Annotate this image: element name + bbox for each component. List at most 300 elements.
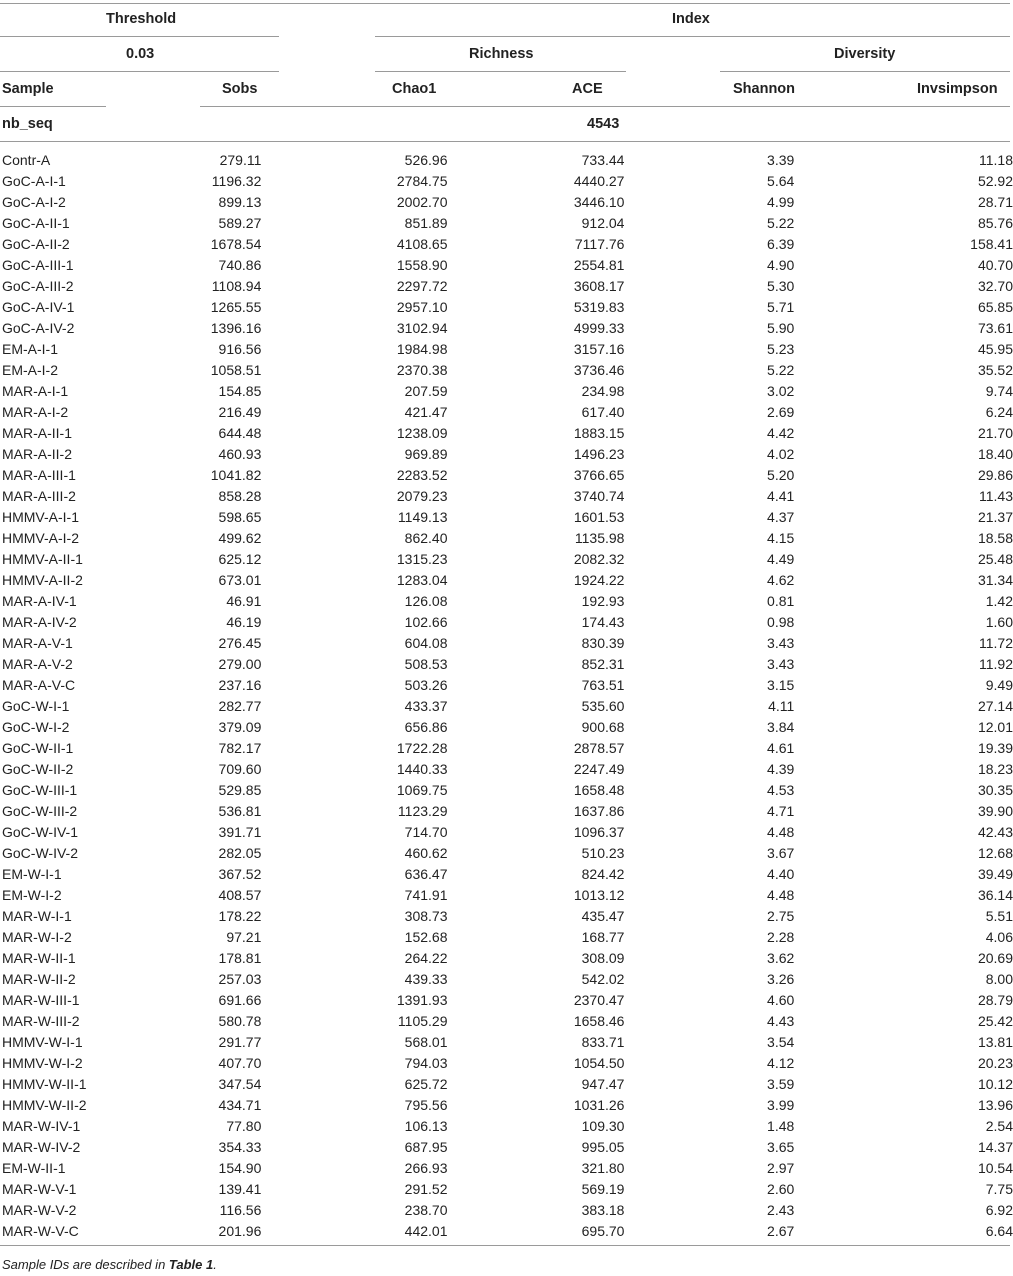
cell-sample: GoC-A-IV-1 bbox=[2, 299, 75, 315]
cell-invsimpson: 32.70 bbox=[977, 278, 1013, 294]
cell-invsimpson: 1.60 bbox=[985, 614, 1013, 630]
cell-shannon: 3.43 bbox=[767, 656, 795, 672]
cell-sample: MAR-W-V-2 bbox=[2, 1202, 77, 1218]
cell-shannon: 2.97 bbox=[767, 1160, 795, 1176]
cell-sobs: 916.56 bbox=[218, 341, 262, 357]
cell-sobs: 257.03 bbox=[218, 971, 262, 987]
cell-shannon: 0.98 bbox=[767, 614, 795, 630]
cell-shannon: 4.62 bbox=[767, 572, 795, 588]
cell-chao1: 1984.98 bbox=[396, 341, 448, 357]
cell-sample: GoC-W-II-1 bbox=[2, 740, 74, 756]
cell-sample: EM-A-I-2 bbox=[2, 362, 58, 378]
cell-ace: 852.31 bbox=[581, 656, 625, 672]
cell-sample: MAR-W-II-2 bbox=[2, 971, 76, 987]
cell-shannon: 2.28 bbox=[767, 929, 795, 945]
cell-sobs: 178.81 bbox=[218, 950, 262, 966]
cell-chao1: 851.89 bbox=[404, 215, 448, 231]
cell-sample: GoC-A-II-1 bbox=[2, 215, 70, 231]
table-row bbox=[0, 549, 1013, 570]
cell-sobs: 154.85 bbox=[218, 383, 262, 399]
cell-sobs: 434.71 bbox=[218, 1097, 262, 1113]
cell-shannon: 3.99 bbox=[767, 1097, 795, 1113]
cell-ace: 3608.17 bbox=[573, 278, 625, 294]
cell-ace: 542.02 bbox=[581, 971, 625, 987]
cell-chao1: 568.01 bbox=[404, 1034, 448, 1050]
cell-chao1: 126.08 bbox=[404, 593, 448, 609]
cell-sobs: 858.28 bbox=[218, 488, 262, 504]
cell-sobs: 46.19 bbox=[226, 614, 262, 630]
cell-shannon: 4.39 bbox=[767, 761, 795, 777]
table-row bbox=[0, 1074, 1013, 1095]
cell-sample: MAR-A-II-1 bbox=[2, 425, 72, 441]
cell-sobs: 408.57 bbox=[218, 887, 262, 903]
cell-chao1: 1722.28 bbox=[396, 740, 448, 756]
cell-invsimpson: 31.34 bbox=[977, 572, 1013, 588]
cell-sobs: 673.01 bbox=[218, 572, 262, 588]
cell-sobs: 580.78 bbox=[218, 1013, 262, 1029]
cell-sobs: 625.12 bbox=[218, 551, 262, 567]
cell-chao1: 308.73 bbox=[404, 908, 448, 924]
cell-sample: MAR-A-II-2 bbox=[2, 446, 72, 462]
cell-shannon: 4.53 bbox=[767, 782, 795, 798]
cell-shannon: 4.37 bbox=[767, 509, 795, 525]
cell-ace: 383.18 bbox=[581, 1202, 625, 1218]
column-header-sobs: Sobs bbox=[222, 81, 258, 97]
cell-sobs: 589.27 bbox=[218, 215, 262, 231]
cell-chao1: 106.13 bbox=[404, 1118, 448, 1134]
cell-ace: 569.19 bbox=[581, 1181, 625, 1197]
header-diversity: Diversity bbox=[834, 46, 896, 62]
cell-shannon: 4.42 bbox=[767, 425, 795, 441]
cell-shannon: 2.69 bbox=[767, 404, 795, 420]
cell-chao1: 656.86 bbox=[404, 719, 448, 735]
cell-ace: 192.93 bbox=[581, 593, 625, 609]
footnote-table-ref: Table 1 bbox=[168, 1257, 214, 1272]
cell-sobs: 407.70 bbox=[218, 1055, 262, 1071]
nb-seq-value: 4543 bbox=[587, 116, 620, 132]
cell-sample: GoC-A-I-2 bbox=[2, 194, 66, 210]
cell-invsimpson: 52.92 bbox=[977, 173, 1013, 189]
cell-shannon: 4.71 bbox=[767, 803, 795, 819]
cell-sobs: 237.16 bbox=[218, 677, 262, 693]
cell-sample: HMMV-W-I-1 bbox=[2, 1034, 83, 1050]
table-row bbox=[0, 423, 1013, 444]
table-row bbox=[0, 948, 1013, 969]
cell-shannon: 3.39 bbox=[767, 152, 795, 168]
cell-invsimpson: 21.37 bbox=[977, 509, 1013, 525]
cell-sample: MAR-A-III-2 bbox=[2, 488, 76, 504]
table-row bbox=[0, 822, 1013, 843]
cell-invsimpson: 1.42 bbox=[985, 593, 1013, 609]
cell-ace: 174.43 bbox=[581, 614, 625, 630]
header-threshold: Threshold bbox=[106, 11, 177, 27]
cell-ace: 5319.83 bbox=[573, 299, 625, 315]
cell-invsimpson: 9.49 bbox=[985, 677, 1013, 693]
cell-ace: 2878.57 bbox=[573, 740, 625, 756]
table-row bbox=[0, 297, 1013, 318]
cell-ace: 1031.26 bbox=[573, 1097, 625, 1113]
cell-invsimpson: 7.75 bbox=[985, 1181, 1013, 1197]
cell-sample: Contr-A bbox=[2, 152, 51, 168]
cell-chao1: 1391.93 bbox=[396, 992, 448, 1008]
cell-invsimpson: 29.86 bbox=[977, 467, 1013, 483]
cell-invsimpson: 45.95 bbox=[977, 341, 1013, 357]
cell-sobs: 709.60 bbox=[218, 761, 262, 777]
table-row bbox=[0, 717, 1013, 738]
cell-invsimpson: 30.35 bbox=[977, 782, 1013, 798]
cell-ace: 168.77 bbox=[581, 929, 625, 945]
table-row bbox=[0, 192, 1013, 213]
cell-shannon: 3.54 bbox=[767, 1034, 795, 1050]
cell-sobs: 201.96 bbox=[218, 1223, 262, 1239]
cell-sample: HMMV-W-II-2 bbox=[2, 1097, 87, 1113]
cell-sobs: 644.48 bbox=[218, 425, 262, 441]
cell-sample: EM-W-I-2 bbox=[2, 887, 62, 903]
cell-sobs: 529.85 bbox=[218, 782, 262, 798]
cell-shannon: 3.43 bbox=[767, 635, 795, 651]
cell-sample: MAR-A-V-C bbox=[2, 677, 76, 693]
cell-ace: 109.30 bbox=[581, 1118, 625, 1134]
cell-chao1: 442.01 bbox=[404, 1223, 448, 1239]
footnote-prefix: Sample IDs are described in bbox=[2, 1257, 169, 1272]
cell-shannon: 3.26 bbox=[767, 971, 795, 987]
cell-shannon: 3.62 bbox=[767, 950, 795, 966]
cell-invsimpson: 39.49 bbox=[977, 866, 1013, 882]
diversity-rule bbox=[720, 71, 1010, 72]
table-row bbox=[0, 1179, 1013, 1200]
cell-invsimpson: 20.69 bbox=[977, 950, 1013, 966]
cell-sobs: 154.90 bbox=[218, 1160, 262, 1176]
cell-chao1: 2297.72 bbox=[396, 278, 448, 294]
cell-sobs: 279.00 bbox=[218, 656, 262, 672]
cell-chao1: 238.70 bbox=[404, 1202, 448, 1218]
table-row bbox=[0, 654, 1013, 675]
cell-sobs: 1265.55 bbox=[210, 299, 262, 315]
cell-shannon: 4.43 bbox=[767, 1013, 795, 1029]
cell-shannon: 4.99 bbox=[767, 194, 795, 210]
footnote-suffix: . bbox=[213, 1257, 217, 1272]
cell-sample: GoC-A-III-1 bbox=[2, 257, 74, 273]
cell-shannon: 5.64 bbox=[767, 173, 795, 189]
cell-shannon: 4.11 bbox=[768, 698, 795, 714]
cell-sobs: 899.13 bbox=[218, 194, 262, 210]
cell-shannon: 4.49 bbox=[767, 551, 795, 567]
cell-ace: 1135.98 bbox=[574, 530, 625, 546]
column-header-invsimpson: Invsimpson bbox=[917, 81, 998, 97]
cell-shannon: 3.59 bbox=[767, 1076, 795, 1092]
header-richness: Richness bbox=[469, 46, 534, 62]
cell-sample: GoC-W-I-1 bbox=[2, 698, 70, 714]
cell-sobs: 740.86 bbox=[218, 257, 262, 273]
table-row bbox=[0, 213, 1013, 234]
cell-shannon: 4.02 bbox=[767, 446, 795, 462]
cell-sample: GoC-W-IV-1 bbox=[2, 824, 78, 840]
cell-sobs: 1678.54 bbox=[210, 236, 262, 252]
cell-chao1: 862.40 bbox=[404, 530, 448, 546]
table-row bbox=[0, 234, 1013, 255]
cell-shannon: 3.84 bbox=[767, 719, 795, 735]
cell-invsimpson: 14.37 bbox=[977, 1139, 1013, 1155]
cell-sobs: 291.77 bbox=[218, 1034, 262, 1050]
cell-shannon: 2.75 bbox=[767, 908, 795, 924]
cell-chao1: 1149.13 bbox=[397, 509, 448, 525]
cell-invsimpson: 28.79 bbox=[977, 992, 1013, 1008]
cell-sobs: 282.05 bbox=[218, 845, 262, 861]
cell-shannon: 5.23 bbox=[767, 341, 795, 357]
cell-sample: GoC-W-II-2 bbox=[2, 761, 74, 777]
cell-sample: MAR-W-IV-2 bbox=[2, 1139, 81, 1155]
cell-ace: 308.09 bbox=[581, 950, 625, 966]
cell-shannon: 4.40 bbox=[767, 866, 795, 882]
table-row bbox=[0, 150, 1013, 171]
cell-shannon: 6.39 bbox=[767, 236, 795, 252]
cell-sample: HMMV-A-I-2 bbox=[2, 530, 79, 546]
cell-chao1: 1105.29 bbox=[397, 1013, 448, 1029]
cell-sample: EM-W-I-1 bbox=[2, 866, 62, 882]
cell-chao1: 264.22 bbox=[404, 950, 448, 966]
column-header-ace: ACE bbox=[572, 81, 603, 97]
cell-shannon: 4.12 bbox=[767, 1055, 795, 1071]
cell-sample: HMMV-A-II-2 bbox=[2, 572, 83, 588]
cell-invsimpson: 6.64 bbox=[985, 1223, 1013, 1239]
cell-invsimpson: 25.48 bbox=[977, 551, 1013, 567]
cell-invsimpson: 6.92 bbox=[985, 1202, 1013, 1218]
cell-sample: MAR-W-III-1 bbox=[2, 992, 80, 1008]
cell-chao1: 625.72 bbox=[404, 1076, 448, 1092]
cell-invsimpson: 73.61 bbox=[977, 320, 1013, 336]
table-row bbox=[0, 465, 1013, 486]
threshold-rule bbox=[0, 36, 279, 37]
table-row bbox=[0, 843, 1013, 864]
cell-sobs: 282.77 bbox=[218, 698, 262, 714]
cell-sample: MAR-A-I-2 bbox=[2, 404, 69, 420]
cell-shannon: 5.22 bbox=[767, 215, 795, 231]
cell-chao1: 2002.70 bbox=[396, 194, 448, 210]
table-row bbox=[0, 591, 1013, 612]
table-row bbox=[0, 570, 1013, 591]
cell-invsimpson: 21.70 bbox=[977, 425, 1013, 441]
cell-sample: GoC-A-IV-2 bbox=[2, 320, 75, 336]
cell-invsimpson: 18.58 bbox=[977, 530, 1013, 546]
table-row bbox=[0, 381, 1013, 402]
cell-sobs: 279.11 bbox=[219, 152, 262, 168]
cell-invsimpson: 40.70 bbox=[977, 257, 1013, 273]
cell-shannon: 3.65 bbox=[767, 1139, 795, 1155]
table-row bbox=[0, 1032, 1013, 1053]
cell-chao1: 433.37 bbox=[404, 698, 448, 714]
cell-chao1: 266.93 bbox=[404, 1160, 448, 1176]
cell-shannon: 0.81 bbox=[767, 593, 795, 609]
columns-rule bbox=[200, 106, 1010, 107]
cell-ace: 830.39 bbox=[581, 635, 625, 651]
cell-ace: 1637.86 bbox=[573, 803, 625, 819]
cell-chao1: 741.91 bbox=[404, 887, 448, 903]
cell-sobs: 460.93 bbox=[218, 446, 262, 462]
cell-ace: 2082.32 bbox=[573, 551, 625, 567]
table-row bbox=[0, 444, 1013, 465]
cell-chao1: 636.47 bbox=[404, 866, 448, 882]
cell-chao1: 1123.29 bbox=[397, 803, 448, 819]
cell-ace: 535.60 bbox=[581, 698, 625, 714]
table-row bbox=[0, 360, 1013, 381]
table-row bbox=[0, 507, 1013, 528]
cell-ace: 3740.74 bbox=[573, 488, 625, 504]
table-footnote bbox=[2, 1257, 217, 1272]
cell-invsimpson: 39.90 bbox=[977, 803, 1013, 819]
cell-invsimpson: 2.54 bbox=[985, 1118, 1013, 1134]
cell-chao1: 503.26 bbox=[404, 677, 448, 693]
cell-shannon: 4.61 bbox=[767, 740, 795, 756]
cell-ace: 3736.46 bbox=[573, 362, 625, 378]
cell-ace: 695.70 bbox=[581, 1223, 625, 1239]
cell-chao1: 2283.52 bbox=[396, 467, 448, 483]
cell-sample: MAR-W-I-2 bbox=[2, 929, 72, 945]
cell-sobs: 536.81 bbox=[218, 803, 262, 819]
cell-ace: 4999.33 bbox=[573, 320, 625, 336]
cell-ace: 510.23 bbox=[581, 845, 625, 861]
cell-sample: MAR-A-V-1 bbox=[2, 635, 73, 651]
cell-ace: 733.44 bbox=[581, 152, 625, 168]
cell-ace: 2370.47 bbox=[573, 992, 625, 1008]
table-row bbox=[0, 171, 1013, 192]
table-row bbox=[0, 738, 1013, 759]
table-row bbox=[0, 1011, 1013, 1032]
cell-chao1: 1440.33 bbox=[396, 761, 448, 777]
cell-sample: MAR-W-V-C bbox=[2, 1223, 79, 1239]
cell-invsimpson: 6.24 bbox=[985, 404, 1013, 420]
cell-invsimpson: 19.39 bbox=[977, 740, 1013, 756]
top-rule bbox=[0, 3, 1010, 4]
cell-ace: 4440.27 bbox=[573, 173, 625, 189]
cell-sobs: 77.80 bbox=[226, 1118, 262, 1134]
cell-ace: 3766.65 bbox=[573, 467, 625, 483]
cell-ace: 1601.53 bbox=[573, 509, 625, 525]
cell-sample: MAR-W-II-1 bbox=[2, 950, 76, 966]
table-row bbox=[0, 969, 1013, 990]
sample-rule bbox=[0, 106, 106, 107]
cell-shannon: 3.15 bbox=[767, 677, 795, 693]
cell-sample: MAR-W-IV-1 bbox=[2, 1118, 81, 1134]
richness-rule bbox=[375, 71, 626, 72]
cell-invsimpson: 20.23 bbox=[977, 1055, 1013, 1071]
cell-chao1: 1558.90 bbox=[396, 257, 448, 273]
header-index: Index bbox=[672, 11, 710, 27]
cell-shannon: 4.15 bbox=[767, 530, 795, 546]
cell-sobs: 1058.51 bbox=[210, 362, 262, 378]
column-header-shannon: Shannon bbox=[733, 81, 796, 97]
cell-invsimpson: 11.43 bbox=[979, 488, 1013, 504]
cell-invsimpson: 18.40 bbox=[977, 446, 1013, 462]
cell-ace: 1096.37 bbox=[573, 824, 625, 840]
cell-sample: GoC-A-I-1 bbox=[2, 173, 66, 189]
cell-chao1: 1238.09 bbox=[396, 425, 448, 441]
cell-chao1: 207.59 bbox=[404, 383, 448, 399]
cell-shannon: 4.48 bbox=[767, 824, 795, 840]
cell-sample: HMMV-W-II-1 bbox=[2, 1076, 87, 1092]
table-row bbox=[0, 801, 1013, 822]
table-row bbox=[0, 906, 1013, 927]
bottom-rule bbox=[0, 1245, 1010, 1246]
cell-shannon: 3.02 bbox=[767, 383, 795, 399]
cell-sobs: 139.41 bbox=[218, 1181, 262, 1197]
cell-sample: GoC-W-IV-2 bbox=[2, 845, 78, 861]
cell-sobs: 178.22 bbox=[218, 908, 262, 924]
table-row bbox=[0, 1137, 1013, 1158]
cell-ace: 1013.12 bbox=[573, 887, 625, 903]
cell-invsimpson: 42.43 bbox=[977, 824, 1013, 840]
cell-sample: GoC-W-III-1 bbox=[2, 782, 78, 798]
cell-invsimpson: 8.00 bbox=[985, 971, 1013, 987]
cell-ace: 3157.16 bbox=[573, 341, 625, 357]
cell-ace: 2247.49 bbox=[573, 761, 625, 777]
cell-sample: HMMV-W-I-2 bbox=[2, 1055, 83, 1071]
cell-invsimpson: 12.68 bbox=[977, 845, 1013, 861]
cell-chao1: 1283.04 bbox=[396, 572, 448, 588]
table-row bbox=[0, 1200, 1013, 1221]
index-rule bbox=[375, 36, 1010, 37]
cell-invsimpson: 12.01 bbox=[977, 719, 1013, 735]
cell-sobs: 1041.82 bbox=[210, 467, 262, 483]
cell-invsimpson: 28.71 bbox=[977, 194, 1013, 210]
cell-chao1: 3102.94 bbox=[396, 320, 448, 336]
cell-chao1: 508.53 bbox=[404, 656, 448, 672]
cell-ace: 824.42 bbox=[581, 866, 625, 882]
table-row bbox=[0, 402, 1013, 423]
table-row bbox=[0, 276, 1013, 297]
table-row bbox=[0, 759, 1013, 780]
cell-ace: 617.40 bbox=[581, 404, 625, 420]
cell-invsimpson: 11.92 bbox=[979, 656, 1013, 672]
cell-ace: 1924.22 bbox=[573, 572, 625, 588]
cell-chao1: 969.89 bbox=[404, 446, 448, 462]
cell-invsimpson: 27.14 bbox=[977, 698, 1013, 714]
table-row bbox=[0, 696, 1013, 717]
cell-chao1: 152.68 bbox=[404, 929, 448, 945]
cell-sample: MAR-W-I-1 bbox=[2, 908, 72, 924]
cell-chao1: 291.52 bbox=[404, 1181, 448, 1197]
cell-sobs: 116.56 bbox=[219, 1202, 262, 1218]
cell-sample: MAR-A-III-1 bbox=[2, 467, 76, 483]
cell-sample: MAR-A-V-2 bbox=[2, 656, 73, 672]
cell-sample: GoC-A-III-2 bbox=[2, 278, 74, 294]
cell-sobs: 1108.94 bbox=[211, 278, 262, 294]
cell-chao1: 687.95 bbox=[404, 1139, 448, 1155]
cell-ace: 947.47 bbox=[581, 1076, 625, 1092]
cell-ace: 3446.10 bbox=[573, 194, 625, 210]
cell-shannon: 4.60 bbox=[767, 992, 795, 1008]
cell-invsimpson: 13.96 bbox=[977, 1097, 1013, 1113]
cell-ace: 763.51 bbox=[581, 677, 625, 693]
cell-chao1: 421.47 bbox=[404, 404, 448, 420]
data-table bbox=[0, 150, 1013, 1242]
cell-sobs: 46.91 bbox=[226, 593, 262, 609]
cell-shannon: 2.43 bbox=[767, 1202, 795, 1218]
cell-invsimpson: 11.18 bbox=[979, 152, 1013, 168]
cell-shannon: 5.30 bbox=[767, 278, 795, 294]
cell-chao1: 2784.75 bbox=[396, 173, 448, 189]
table-row bbox=[0, 528, 1013, 549]
cell-sobs: 391.71 bbox=[218, 824, 262, 840]
cell-sobs: 598.65 bbox=[218, 509, 262, 525]
cell-invsimpson: 10.54 bbox=[977, 1160, 1013, 1176]
table-row bbox=[0, 927, 1013, 948]
cell-ace: 7117.76 bbox=[574, 236, 625, 252]
cell-sobs: 97.21 bbox=[226, 929, 262, 945]
cell-invsimpson: 36.14 bbox=[977, 887, 1013, 903]
cell-chao1: 794.03 bbox=[404, 1055, 448, 1071]
cell-shannon: 2.60 bbox=[767, 1181, 795, 1197]
cell-shannon: 5.90 bbox=[767, 320, 795, 336]
